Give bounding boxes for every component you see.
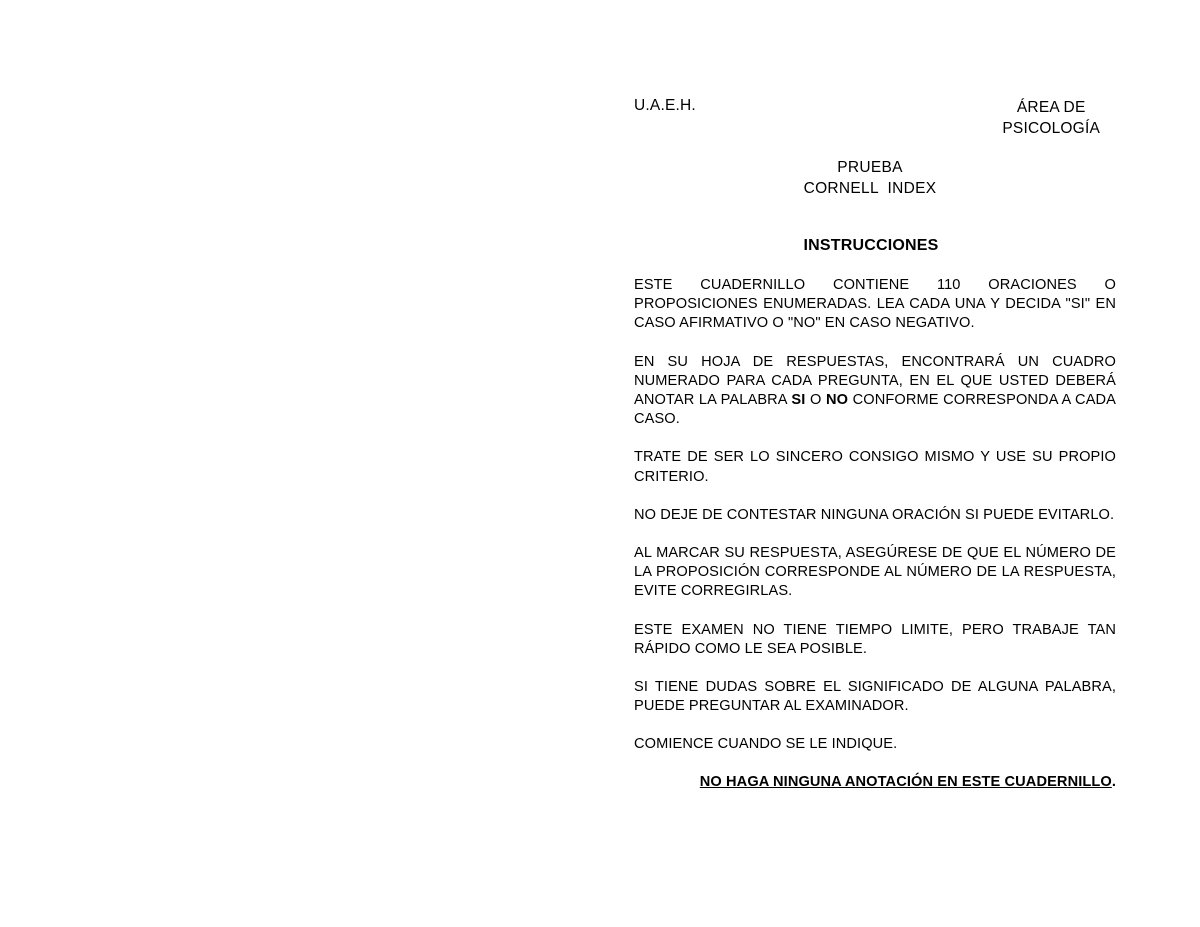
- final-warning-note: [634, 774, 1116, 790]
- instruction-paragraph-2-text-c: CONFORME CORRESPONDA A CADA CASO.: [634, 392, 1117, 428]
- instructions-heading: INSTRUCCIONES: [803, 237, 939, 254]
- final-warning-period: .: [1111, 773, 1116, 790]
- instruction-paragraph-2-text-a: EN SU HOJA DE RESPUESTAS, ENCONTRARÁ UN CUADRO NUMERADO PARA CADA PREGUNTA, EN EL QUE USTED DEBERÁ ANOTAR LA PALABRA: [634, 353, 1116, 409]
- instruction-paragraph-6: ESTE EXAMEN NO TIENE TIEMPO LIMITE, PERO TRABAJE TAN RÁPIDO COMO LE SEA POSIBLE.: [634, 621, 1116, 657]
- area-label: [1002, 97, 1100, 139]
- answer-yes-word: SI: [791, 392, 806, 409]
- instruction-paragraph-8: COMIENCE CUANDO SE LE INDIQUE.: [634, 736, 898, 753]
- area-label-line1: ÁREA DE: [1016, 99, 1086, 116]
- test-title-line2: CORNELL INDEX: [803, 180, 937, 197]
- answer-no-word: NO: [825, 392, 849, 409]
- booklet-cover-page: [634, 97, 1116, 790]
- test-title: [634, 157, 1106, 199]
- page-header: [634, 97, 1116, 141]
- instruction-paragraph-1: ESTE CUADERNILLO CONTIENE 110 ORACIONES O PROPOSICIONES ENUMERADAS. LEA CADA UNA Y DECIDA "SI" EN CASO AFIRMATIVO O "NO" EN CASO NEGATIVO.: [634, 277, 1116, 332]
- instruction-paragraph-5: AL MARCAR SU RESPUESTA, ASEGÚRESE DE QUE EL NÚMERO DE LA PROPOSICIÓN CORRESPONDE AL NÚMERO DE LA RESPUESTA, EVITE CORREGIRLAS.: [634, 545, 1116, 600]
- final-warning-text: NO HAGA NINGUNA ANOTACIÓN EN ESTE CUADERNILLO: [699, 773, 1112, 790]
- instruction-paragraph-4: NO DEJE DE CONTESTAR NINGUNA ORACIÓN SI PUEDE EVITARLO.: [634, 506, 1115, 523]
- institution-label: U.A.E.H.: [634, 97, 696, 114]
- instruction-paragraph-2: [634, 353, 1116, 430]
- area-label-line2: PSICOLOGÍA: [1002, 120, 1100, 137]
- test-title-line1: PRUEBA: [837, 159, 903, 176]
- instruction-paragraph-7: SI TIENE DUDAS SOBRE EL SIGNIFICADO DE ALGUNA PALABRA, PUEDE PREGUNTAR AL EXAMINADOR.: [634, 679, 1116, 715]
- instruction-paragraph-3: TRATE DE SER LO SINCERO CONSIGO MISMO Y USE SU PROPIO CRITERIO.: [634, 449, 1116, 485]
- instruction-paragraph-2-text-b: O: [805, 392, 826, 409]
